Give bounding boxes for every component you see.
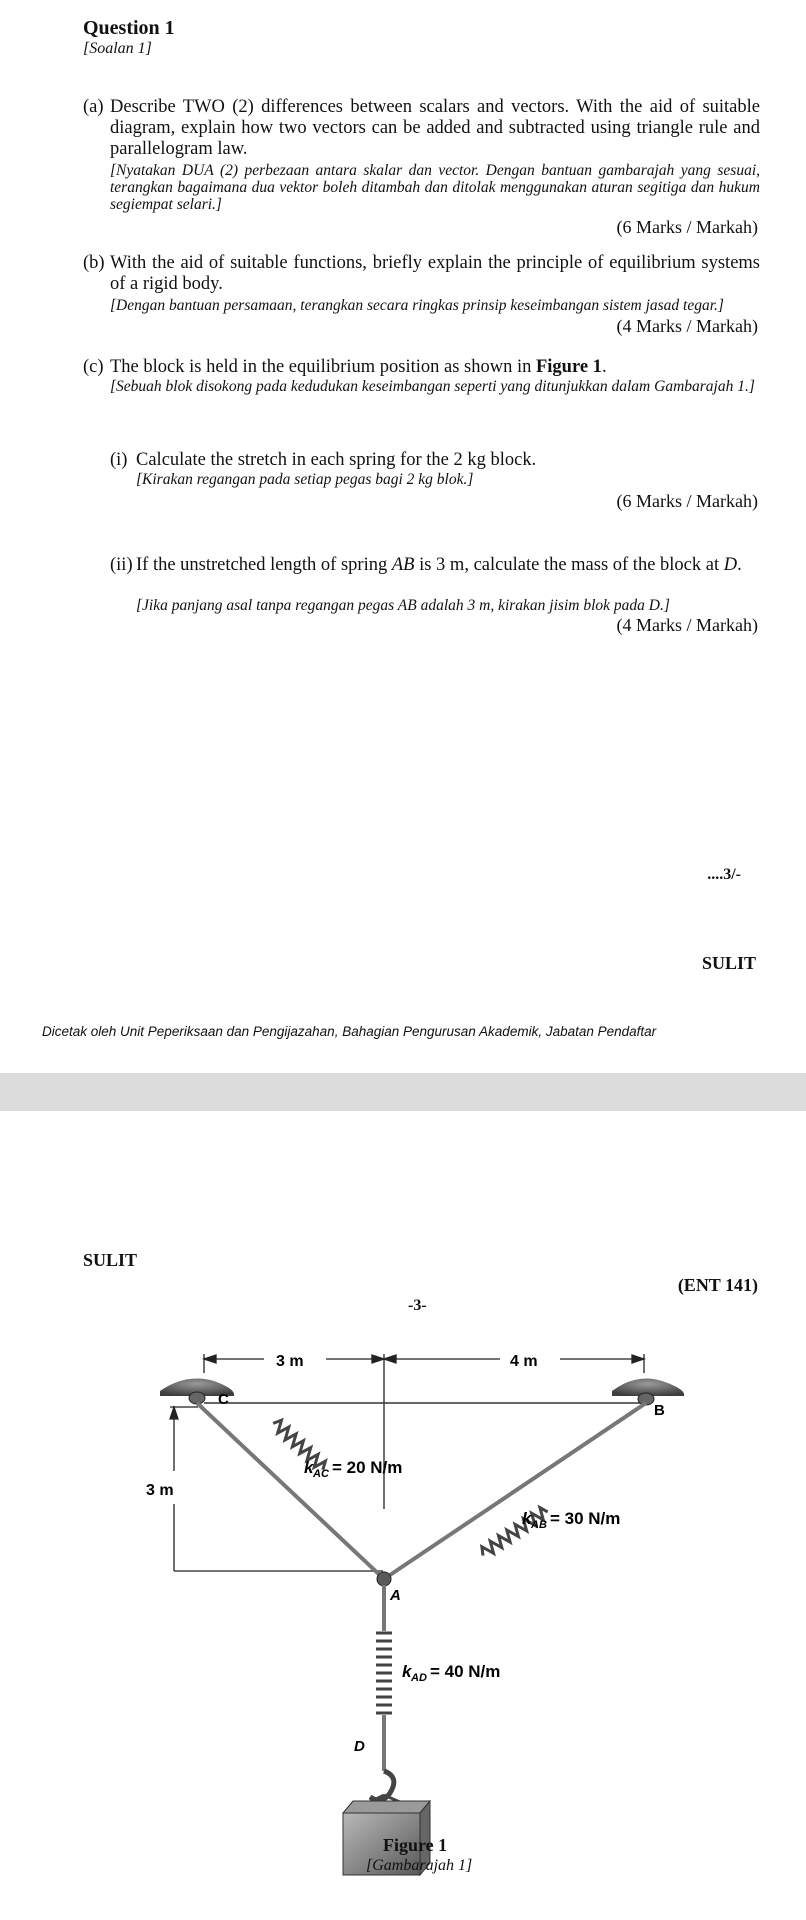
figure-caption: Figure 1 [383,1835,448,1855]
page-number: -3- [408,1297,427,1314]
part-b-text-malay: [Dengan bantuan persamaan, terangkan secara ringkas prinsip keseimbangan sistem jasad tegar.] [110,297,724,314]
question-title-malay: [Soalan 1] [83,40,152,57]
point-d-label: D [354,1738,365,1755]
figure-caption-malay: [Gambarajah 1] [366,1857,473,1874]
point-a-label: A [390,1587,401,1604]
sulit-label: SULIT [83,1250,138,1270]
svg-text:= 30 N/m: = 30 N/m [550,1509,621,1528]
part-c-i-text: Calculate the stretch in each spring for the 2 kg block. [136,450,537,470]
part-a-text-malay: [Nyatakan DUA (2) perbezaan antara skalar dan vector. Dengan bantuan gambarajah yang sesuai, terangkan bagaimana dua vektor boleh ditambah dan ditolak menggunakan aturan segitiga dan hukum segiempat selari.] [110,162,760,213]
part-a-text: Describe TWO (2) differences between scalars and vectors. With the aid of suitable diagram, explain how two vectors can be added and subtracted using triangle rule and parallelogram law. [110,97,760,159]
part-b-marks: (4 Marks / Markah) [616,316,758,336]
point-b-label: B [654,1402,665,1419]
svg-text:AC: AC [313,1468,329,1480]
k-ad-label [402,1662,500,1684]
svg-text:AD: AD [411,1672,427,1684]
mount-b [612,1379,684,1405]
spring-ad [370,1585,394,1800]
printed-by-footer: Dicetak oleh Unit Peperiksaan dan Pengijazahan, Bahagian Pengurusan Akademik, Jabatan Pendaftar [42,1024,657,1039]
k-ac-label [304,1458,402,1480]
point-c-label: C [218,1391,229,1408]
page-separator [0,1073,806,1111]
k-ab-label [522,1509,620,1531]
svg-text:= 20 N/m: = 20 N/m [332,1458,403,1477]
spring-ab [384,1403,646,1579]
junction-a [377,1572,391,1586]
course-code: (ENT 141) [677,1275,758,1295]
svg-text:k: k [522,1509,532,1528]
part-b-text: With the aid of suitable functions, briefly explain the principle of equilibrium systems of a rigid body. [110,253,760,294]
figure-1-spring-diagram [0,1111,806,1920]
spring-ac [197,1403,384,1579]
part-c-i-text-malay: [Kirakan regangan pada setiap pegas bagi 2 kg blok.] [136,471,474,488]
sulit-label: SULIT [701,953,756,973]
part-a-marks: (6 Marks / Markah) [616,217,758,237]
page-continue-marker: ....3/- [707,866,741,883]
exam-page-2 [0,1111,806,1920]
question-title: Question 1 [83,17,175,39]
svg-text:k: k [402,1662,412,1681]
part-c-i-label: (i) [110,450,128,470]
part-c-ii-marks: (4 Marks / Markah) [616,615,758,635]
svg-text:AB: AB [531,1519,547,1531]
dimension-lines [170,1354,644,1571]
part-c-ii-label: (ii) [110,555,133,575]
svg-text:k: k [304,1458,314,1477]
part-c-label: (c) [83,357,104,377]
part-c-text-malay: [Sebuah blok disokong pada kedudukan keseimbangan seperti yang ditunjukkan dalam Gambarajah 1.] [110,378,755,395]
dim-left-label: 3 m [276,1353,304,1370]
svg-text:= 40 N/m: = 40 N/m [430,1662,501,1681]
dim-right-label: 4 m [510,1353,538,1370]
part-b-label: (b) [83,253,105,273]
part-c-ii-text-malay: [Jika panjang asal tanpa regangan pegas AB adalah 3 m, kirakan jisim blok pada D.] [136,597,670,614]
part-c-text: The block is held in the equilibrium position as shown in Figure 1. [110,357,607,377]
part-c-i-marks: (6 Marks / Markah) [616,491,758,511]
dim-vertical-label: 3 m [146,1482,174,1499]
part-c-ii-text: If the unstretched length of spring AB is 3 m, calculate the mass of the block at D. [136,555,742,575]
figure-reference: Figure 1 [535,357,602,377]
part-a-label: (a) [83,97,104,117]
